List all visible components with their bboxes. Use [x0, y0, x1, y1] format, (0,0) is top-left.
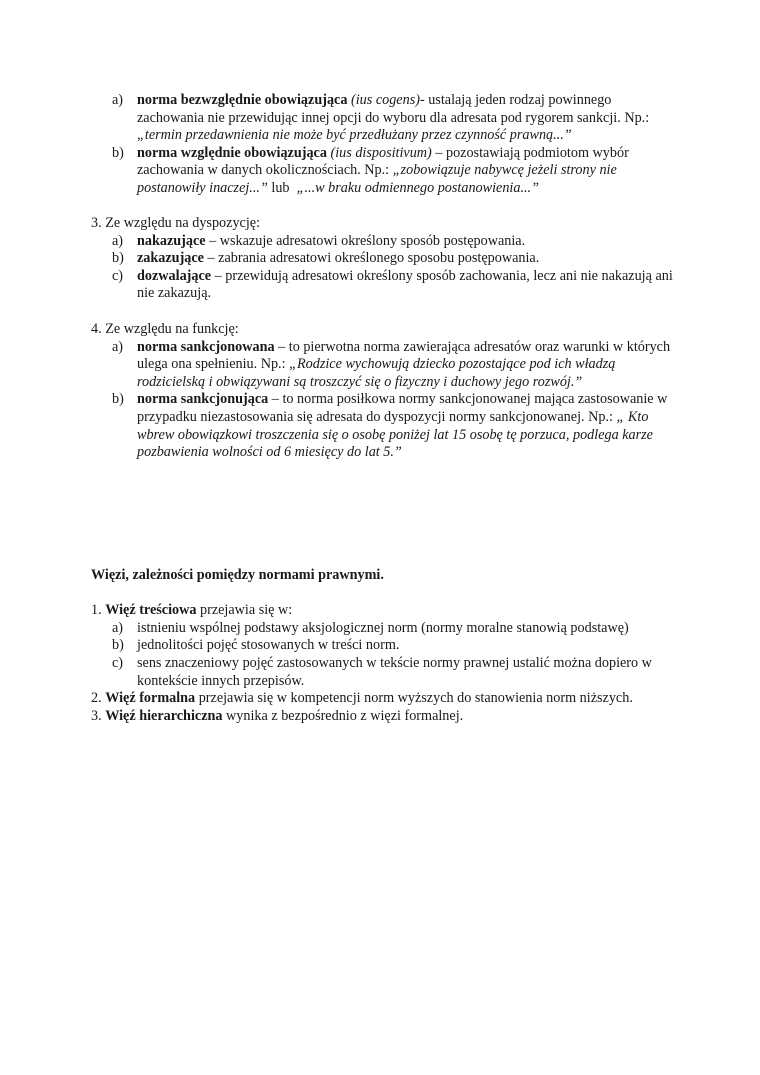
list-item: [91, 233, 681, 251]
list-marker: b): [112, 250, 124, 267]
section-heading: 3. Ze względu na dyspozycję:: [91, 215, 261, 231]
item-text: jednolitości pojęć stosowanych w treści norm.: [137, 637, 400, 654]
list-item: [91, 92, 681, 145]
item-text: - ustalają jeden rodzaj powinnego zachowania nie przewidując innej opcji do wyboru dla adresata pod rygorem sankcji. Np.:: [137, 92, 650, 126]
list-marker: b): [112, 144, 124, 161]
paragraph-number: 1.: [91, 602, 106, 619]
list-item: [91, 339, 681, 392]
term: norma bezwzględnie obowiązująca: [137, 92, 348, 108]
paragraph-number: 2.: [91, 690, 106, 707]
term: nakazujące: [137, 232, 206, 249]
paragraph-number: 3.: [91, 707, 106, 724]
term: norma sankcjonowana: [137, 338, 275, 355]
paragraph: [91, 602, 681, 620]
section-heading: 4. Ze względu na funkcję:: [91, 321, 239, 337]
term: dozwalające: [137, 267, 212, 284]
list-marker: a): [112, 619, 124, 636]
term: norma sankcjonująca: [137, 391, 269, 408]
paragraph-text: przejawia się w kompetencji norm wyższych do stanowienia norm niższych.: [195, 690, 633, 707]
item-text: – to norma posiłkowa normy sankcjonowanej mająca zastosowanie w przypadku niezastosowania się adresata do dyspozycji normy sankcjonowanej. Np.:: [137, 391, 668, 425]
example-quote: „Rodzice wychowują dziecko pozostające pod ich władzą rodzicielską i obwiązywani są troszczyć się o fizyczny i duchowy jego rozwój.”: [137, 356, 616, 390]
latin-term: (ius cogens): [350, 92, 420, 108]
paragraph-text: wynika z bezpośrednio z więzi formalnej.: [222, 707, 464, 724]
item-text: – przewidują adresatowi określony sposób zachowania, lecz ani nie nakazują ani nie zakazują.: [137, 267, 673, 302]
list-marker: a): [112, 92, 124, 108]
section-top: [91, 92, 681, 198]
item-text: – pozostawiają podmiotom wybór zachowania w danych okolicznościach. Np.:: [137, 144, 629, 179]
list-item: [91, 391, 681, 461]
paragraph: [91, 690, 681, 708]
paragraph: [91, 708, 681, 726]
term: Więź formalna: [105, 690, 196, 707]
spacer: [91, 585, 681, 603]
list-item: [91, 145, 681, 198]
list-item: [91, 250, 681, 268]
section-links: [91, 567, 681, 725]
section-title-text: Więzi, zależności pomiędzy normami prawnymi.: [91, 567, 384, 583]
item-text: – zabrania adresatowi określonego sposobu postępowania.: [203, 250, 540, 267]
list-marker: a): [112, 232, 124, 249]
list-marker: c): [112, 654, 124, 671]
section-4: [91, 321, 681, 462]
list-marker: b): [112, 637, 124, 654]
term: Więź hierarchiczna: [105, 707, 223, 724]
list-marker: a): [112, 338, 124, 355]
item-text: – wskazuje adresatowi określony sposób postępowania.: [205, 232, 526, 249]
section-title: [91, 567, 681, 585]
item-text: sens znaczeniowy pojęć zastosowanych w tekście normy prawnej ustalić można dopiero w kontekście innych przepisów.: [137, 654, 652, 689]
item-text: istnieniu wspólnej podstawy aksjologicznej norm (normy moralne stanowią podstawę): [137, 619, 629, 636]
term: zakazujące: [137, 250, 204, 267]
section-3: [91, 215, 681, 303]
list-item: [91, 655, 681, 690]
latin-term: (ius dispositivum): [330, 144, 432, 161]
example-quote: „termin przedawnienia nie może być przedłużany przez czynność prawną...”: [137, 127, 572, 144]
list-marker: c): [112, 267, 124, 284]
example-quote: „ Kto wbrew obowiązkowi troszczenia się o osobę poniżej lat 15 osobę tę porzuca, podlega karze pozbawienia wolności od 6 miesięcy do lat 5.”: [137, 408, 653, 461]
example-quote: „...w braku odmiennego postanowienia...”: [296, 179, 539, 196]
connector: lub: [267, 179, 294, 196]
paragraph-text: przejawia się w:: [196, 602, 293, 619]
term: norma względnie obowiązująca: [137, 144, 327, 161]
list-item: [91, 637, 681, 655]
list-item: [91, 268, 681, 303]
example-quote: „zobowiązuje nabywcę jeżeli strony nie postanowiły inaczej...”: [137, 162, 617, 196]
list-marker: b): [112, 391, 124, 408]
item-text: – to pierwotna norma zawierająca adresatów oraz warunki w których ulega ona spełnieniu. Np.:: [137, 338, 671, 373]
list-item: [91, 620, 681, 638]
term: Więź treściowa: [105, 602, 197, 619]
